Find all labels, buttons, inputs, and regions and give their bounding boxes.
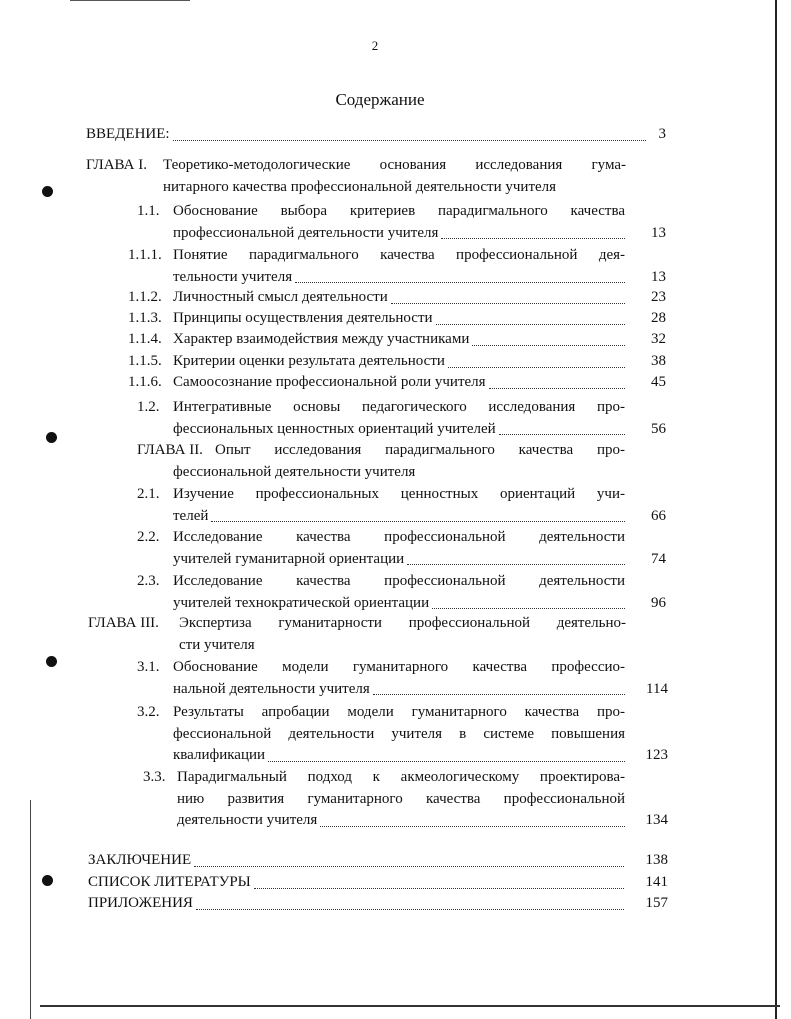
toc-entry-number: 1.1.3. xyxy=(128,310,162,326)
toc-entry-number: 1.1.2. xyxy=(128,289,162,305)
dot-leader xyxy=(173,139,646,141)
dot-leader xyxy=(489,387,625,389)
toc-entry-page: 23 xyxy=(651,289,666,305)
dot-leader xyxy=(211,520,625,522)
toc-entry-line: Критерии оценки результата деятельности xyxy=(173,353,445,369)
toc-entry-number: ГЛАВА III. xyxy=(88,615,159,631)
scan-edge-left xyxy=(30,800,31,1019)
dot-leader xyxy=(448,366,625,368)
toc-entry-line: ЗАКЛЮЧЕНИЕ xyxy=(88,852,192,868)
toc-entry-line: квалификации xyxy=(173,747,266,763)
toc-entry-line: Обоснование выбора критериев парадигмального качества xyxy=(173,203,625,219)
dot-leader xyxy=(391,302,625,304)
toc-entry-page: 134 xyxy=(645,812,668,828)
scan-edge-right xyxy=(775,0,777,1019)
punch-hole-mark xyxy=(42,186,53,197)
toc-entry-number: 1.2. xyxy=(137,399,160,415)
toc-entry-line: ПРИЛОЖЕНИЯ xyxy=(88,895,193,911)
toc-entry-line: телей xyxy=(173,507,209,524)
toc-entry-number: 2.1. xyxy=(137,486,160,502)
toc-entry-line: Принципы осуществления деятельности xyxy=(173,310,433,326)
toc-entry-line: нитарного качества профессиональной деятельности учителя xyxy=(163,178,557,195)
toc-entry-page: 13 xyxy=(651,268,666,285)
toc-entry-line: Интегративные основы педагогического исследования про- xyxy=(173,399,625,415)
toc-entry-line: Понятие парадигмального качества профессиональной дея- xyxy=(173,247,625,263)
toc-entry-line: деятельности учителя xyxy=(177,812,318,828)
dot-leader xyxy=(436,323,625,325)
toc-entry-page: 13 xyxy=(651,224,666,241)
toc-entry-line: фессиональной деятельности учителя в системе повышения xyxy=(173,725,625,742)
dot-leader xyxy=(295,281,625,283)
page-number: 2 xyxy=(371,38,379,53)
toc-entry-page: 66 xyxy=(651,507,666,524)
toc-entry-line: СПИСОК ЛИТЕРАТУРЫ xyxy=(88,874,251,890)
toc-entry-line: фессиональных ценностных ориентаций учителей xyxy=(173,420,496,437)
toc-entry-number: 1.1.5. xyxy=(128,353,162,369)
toc-entry-line: Характер взаимодействия между участниками xyxy=(173,331,470,347)
punch-hole-mark xyxy=(42,875,53,886)
punch-hole-mark xyxy=(46,432,57,443)
toc-entry-line: Результаты апробации модели гуманитарного качества про- xyxy=(173,704,625,720)
toc-entry-number: 3.3. xyxy=(143,769,166,785)
toc-entry-page: 96 xyxy=(651,594,666,611)
toc-entry-page: 123 xyxy=(645,747,668,763)
toc-entry-line: Самоосознание профессиональной роли учителя xyxy=(173,374,486,390)
dot-leader xyxy=(499,433,625,435)
toc-entry-line: Исследование качества профессиональной деятельности xyxy=(173,529,625,545)
dot-leader xyxy=(254,887,624,889)
punch-hole-mark xyxy=(46,656,57,667)
toc-entry-line: Парадигмальный подход к акмеологическому проектирова- xyxy=(177,769,625,785)
toc-entry-page: 141 xyxy=(645,874,668,890)
dot-leader xyxy=(194,865,624,867)
toc-entry-number: 1.1.6. xyxy=(128,374,162,390)
toc-entry-page: 138 xyxy=(645,852,668,868)
toc-entry-line: Опыт исследования парадигмального качества про- xyxy=(215,442,625,458)
toc-entry-number: 1.1. xyxy=(137,203,160,219)
toc-entry-line: фессиональной деятельности учителя xyxy=(173,463,416,480)
dot-leader xyxy=(407,563,625,565)
toc-entry-line: тельности учителя xyxy=(173,268,293,285)
toc-entry-line: Изучение профессиональных ценностных ориентаций учи- xyxy=(173,486,625,502)
toc-entry-number: 3.2. xyxy=(137,704,160,720)
toc-entry-line: ВВЕДЕНИЕ: xyxy=(86,126,170,142)
toc-entry-number: 1.1.4. xyxy=(128,331,162,347)
toc-entry-number: 2.2. xyxy=(137,529,160,545)
toc-entry-page: 28 xyxy=(651,310,666,326)
toc-entry-number: 3.1. xyxy=(137,659,160,675)
toc-entry-page: 45 xyxy=(651,374,666,390)
toc-entry-line: Исследование качества профессиональной деятельности xyxy=(173,573,625,589)
toc-entry-number: 1.1.1. xyxy=(128,247,162,263)
dot-leader xyxy=(441,237,625,239)
toc-entry-page: 56 xyxy=(651,420,666,437)
toc-entry-number: ГЛАВА I. xyxy=(86,157,147,173)
toc-entry-line: Личностный смысл деятельности xyxy=(173,289,388,305)
toc-entry-page: 3 xyxy=(658,126,666,142)
page-title: Содержание xyxy=(335,90,425,109)
toc-entry-page: 38 xyxy=(651,353,666,369)
toc-entry-line: учителей гуманитарной ориентации xyxy=(173,550,405,567)
toc-entry-line: профессиональной деятельности учителя xyxy=(173,224,439,241)
toc-entry-page: 157 xyxy=(645,895,668,911)
dot-leader xyxy=(268,760,625,762)
toc-entry-number: 2.3. xyxy=(137,573,160,589)
scan-edge-bottom xyxy=(40,1005,780,1007)
dot-leader xyxy=(472,344,625,346)
toc-entry-number: ГЛАВА II. xyxy=(137,442,203,458)
dot-leader xyxy=(196,908,624,910)
toc-entry-line: нию развития гуманитарного качества профессиональной xyxy=(177,790,625,807)
toc-entry-line: Обоснование модели гуманитарного качества профессио- xyxy=(173,659,625,675)
dot-leader xyxy=(373,693,625,695)
toc-entry-line: учителей технократической ориентации xyxy=(173,594,430,611)
toc-entry-line: нальной деятельности учителя xyxy=(173,680,370,697)
toc-entry-line: Теоретико-методологические основания исследования гума- xyxy=(163,157,626,173)
toc-entry-line: Экспертиза гуманитарности профессиональной деятельно- xyxy=(179,615,626,631)
dot-leader xyxy=(320,825,625,827)
toc-entry-page: 114 xyxy=(646,680,668,697)
toc-entry-page: 32 xyxy=(651,331,666,347)
toc-entry-line: сти учителя xyxy=(179,636,255,653)
scan-edge-top xyxy=(70,0,190,1)
toc-entry-page: 74 xyxy=(651,550,666,567)
dot-leader xyxy=(432,607,625,609)
